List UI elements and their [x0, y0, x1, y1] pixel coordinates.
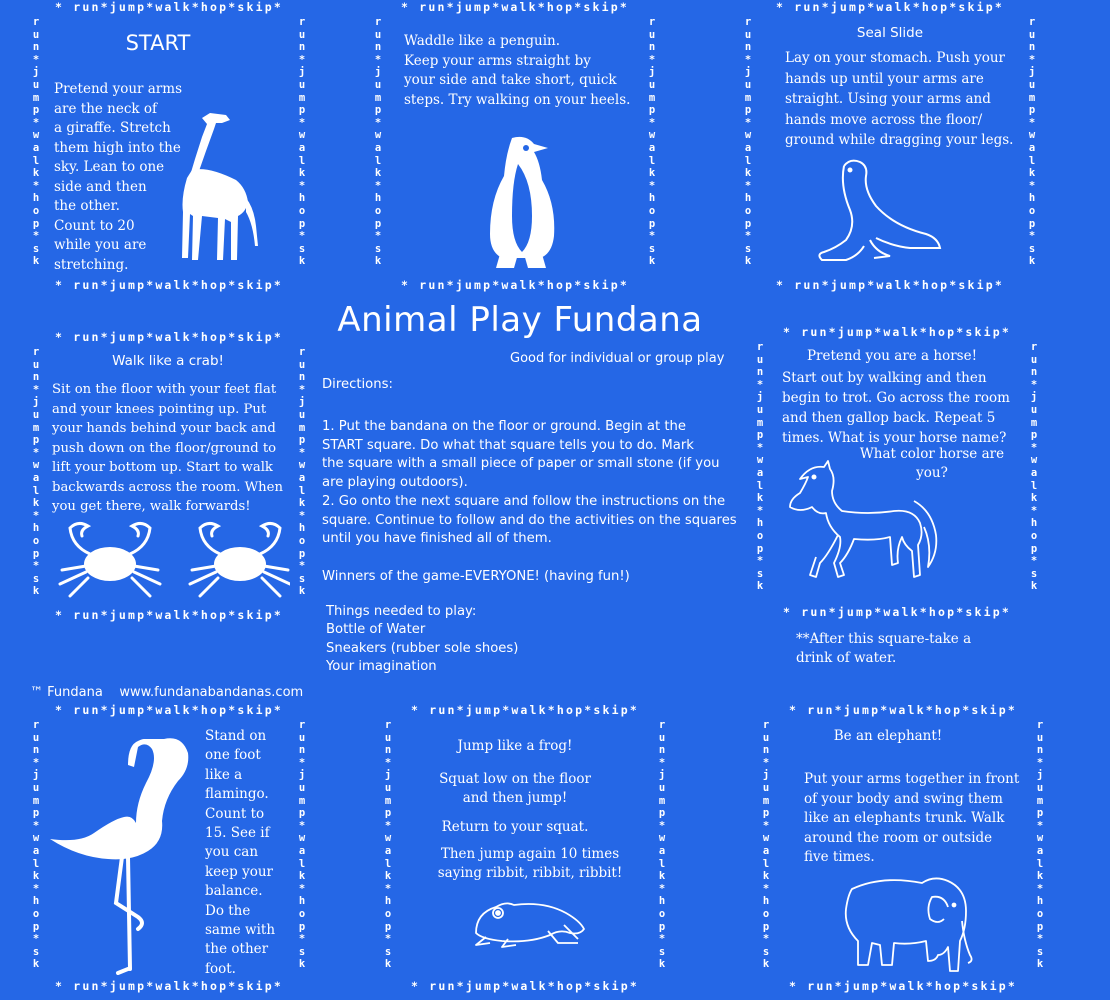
- page-title: Animal Play Fundana: [337, 300, 703, 340]
- giraffe-icon: [182, 112, 274, 264]
- directions-heading: Directions:: [322, 377, 393, 392]
- card-text: Lay on your stomach. Push your hands up until your arms are straight. Using your arms and hands move across the floor/ ground while dragging your legs.: [785, 50, 1014, 148]
- card-border-right: r u n * j u m p * w a l k * h o p * s k: [298, 16, 306, 268]
- card-border-bottom: * run*jump*walk*hop*skip*: [54, 608, 284, 622]
- card-border-left: r u n * j u m p * w a l k * h o p * s k: [32, 719, 40, 971]
- card-border-top: * run*jump*walk*hop*skip*: [400, 0, 630, 14]
- card-horse: [752, 325, 1042, 619]
- card-title: Seal Slide: [856, 25, 924, 41]
- card-elephant: [758, 703, 1048, 993]
- directions-step-2: 2. Go onto the next square and follow the instructions on the square. Continue to follow and do the activities on the squares until you have finished all of them.: [322, 494, 737, 546]
- card-border-right: r u n * j u m p * w a l k * h o p * s k: [658, 719, 666, 971]
- card-border-right: r u n * j u m p * w a l k * h o p * s k: [1030, 341, 1038, 593]
- card-text: Sit on the floor with your feet flat and your knees pointing up. Put your hands behind your back and push down on the floor/ground to lift your bottom up. Start to walk backwards across the room. When you get there, walk forwards!: [52, 382, 283, 514]
- card-penguin: [370, 0, 660, 292]
- card-border-bottom: * run*jump*walk*hop*skip*: [400, 278, 630, 292]
- card-border-left: r u n * j u m p * w a l k * h o p * s k: [32, 346, 40, 598]
- card-crab: [28, 330, 310, 622]
- horse-icon: [778, 457, 950, 597]
- card-border-bottom: * run*jump*walk*hop*skip*: [54, 979, 284, 993]
- card-text: Put your arms together in front of your body and swing them like an elephants trunk. Walk around the room or outside five times.: [804, 771, 1020, 865]
- card-border-left: r u n * j u m p * w a l k * h o p * s k: [374, 16, 382, 268]
- card-text-2: Return to your squat.: [441, 819, 589, 835]
- horse-note: **After this square-take a drink of water.: [796, 631, 972, 666]
- card-border-left: r u n * j u m p * w a l k * h o p * s k: [762, 719, 770, 971]
- card-border-top: * run*jump*walk*hop*skip*: [410, 703, 640, 717]
- card-giraffe: [28, 0, 310, 292]
- directions-step-1: 1. Put the bandana on the floor or ground. Begin at the START square. Do what that square tells you to do. Mark the square with a small piece of paper or small stone (if you are playing outdoors).: [322, 419, 720, 490]
- card-border-right: r u n * j u m p * w a l k * h o p * s k: [1036, 719, 1044, 971]
- card-border-bottom: * run*jump*walk*hop*skip*: [54, 278, 284, 292]
- elephant-icon: [822, 873, 978, 977]
- seal-icon: [814, 156, 946, 264]
- card-title: Pretend you are a horse!: [806, 348, 978, 364]
- credit-line: ™ Fundana www.fundanabandanas.com: [30, 685, 304, 700]
- card-border-top: * run*jump*walk*hop*skip*: [782, 325, 1012, 339]
- things-heading: Things needed to play:: [326, 604, 477, 619]
- card-seal: [740, 0, 1040, 292]
- card-border-right: r u n * j u m p * w a l k * h o p * s k: [298, 346, 306, 598]
- penguin-icon: [482, 134, 558, 274]
- card-title: Walk like a crab!: [112, 353, 224, 369]
- card-border-left: r u n * j u m p * w a l k * h o p * s k: [756, 341, 764, 593]
- card-title: Jump like a frog!: [457, 738, 573, 754]
- flamingo-icon: [44, 735, 204, 975]
- card-text-3: Then jump again 10 times saying ribbit, ribbit, ribbit!: [437, 846, 623, 881]
- card-text: Waddle like a penguin. Keep your arms straight by your side and take short, quick steps. Try walking on your heels.: [404, 33, 631, 108]
- card-text-1: Squat low on the floor and then jump!: [439, 771, 591, 806]
- card-border-top: * run*jump*walk*hop*skip*: [54, 0, 284, 14]
- card-frog: [380, 703, 670, 993]
- card-text: Start out by walking and then begin to trot. Go across the room and then gallop back. Repeat 5 times. What is your horse name?: [782, 370, 1010, 446]
- card-border-top: * run*jump*walk*hop*skip*: [788, 703, 1018, 717]
- frog-icon: [468, 899, 588, 951]
- card-border-top: * run*jump*walk*hop*skip*: [54, 703, 284, 717]
- card-border-left: r u n * j u m p * w a l k * h o p * s k: [384, 719, 392, 971]
- card-text: Pretend your arms are the neck of a giraffe. Stretch them high into the sky. Lean to one side and then the other. Count to 20 while you are stretching.: [54, 81, 182, 273]
- card-border-bottom: * run*jump*walk*hop*skip*: [410, 979, 640, 993]
- card-flamingo: [28, 703, 310, 993]
- card-title: START: [125, 31, 191, 55]
- crab-icon: [50, 514, 290, 600]
- page-subtitle: Good for individual or group play: [510, 351, 725, 366]
- card-border-bottom: * run*jump*walk*hop*skip*: [782, 605, 1012, 619]
- things-list: Bottle of Water Sneakers (rubber sole shoes) Your imagination: [326, 622, 519, 674]
- card-border-bottom: * run*jump*walk*hop*skip*: [788, 979, 1018, 993]
- card-border-left: r u n * j u m p * w a l k * h o p * s k: [32, 16, 40, 268]
- card-text: Stand on one foot like a flamingo. Count to 15. See if you can keep your balance. Do the same with the other foot.: [205, 728, 276, 977]
- card-border-left: r u n * j u m p * w a l k * h o p * s k: [744, 16, 752, 268]
- card-question: What color horse are you?: [859, 446, 1005, 481]
- card-border-top: * run*jump*walk*hop*skip*: [775, 0, 1005, 14]
- card-border-top: * run*jump*walk*hop*skip*: [54, 330, 284, 344]
- card-border-right: r u n * j u m p * w a l k * h o p * s k: [1028, 16, 1036, 268]
- directions-winners: Winners of the game-EVERYONE! (having fun!): [322, 569, 630, 584]
- card-border-right: r u n * j u m p * w a l k * h o p * s k: [298, 719, 306, 971]
- card-border-bottom: * run*jump*walk*hop*skip*: [775, 278, 1005, 292]
- card-title: Be an elephant!: [833, 728, 943, 744]
- card-border-right: r u n * j u m p * w a l k * h o p * s k: [648, 16, 656, 268]
